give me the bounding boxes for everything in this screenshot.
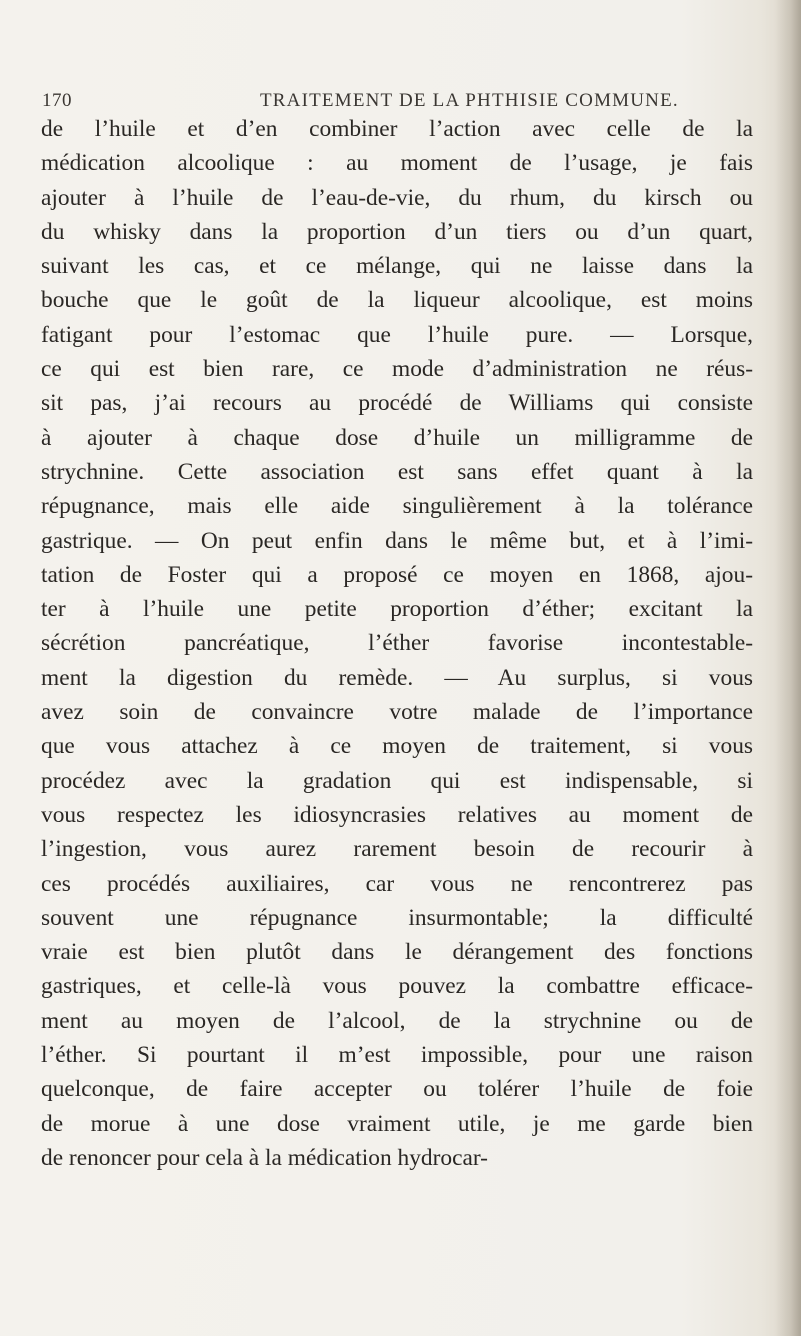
- text-line: bouche que le goût de la liqueur alcoolique, est moins: [41, 287, 753, 314]
- text-line: suivant les cas, et ce mélange, qui ne laisse dans la: [41, 253, 753, 280]
- text-line: ment au moyen de l’alcool, de la strychnine ou de: [41, 1007, 753, 1034]
- text-line: sécrétion pancréatique, l’éther favorise incontestable-: [41, 630, 753, 657]
- text-line: vraie est bien plutôt dans le dérangement des fonctions: [41, 939, 753, 966]
- text-line: ces procédés auxiliaires, car vous ne rencontrerez pas: [41, 870, 753, 897]
- text-line: à ajouter à chaque dose d’huile un milligramme de: [41, 424, 753, 451]
- text-line: vous respectez les idiosyncrasies relatives au moment de: [41, 801, 753, 828]
- text-line: de renoncer pour cela à la médication hydrocar-: [41, 1144, 488, 1171]
- text-line: strychnine. Cette association est sans effet quant à la: [41, 458, 753, 485]
- text-line: ce qui est bien rare, ce mode d’administration ne réus-: [41, 356, 753, 383]
- text-line: que vous attachez à ce moyen de traitement, si vous: [41, 733, 753, 760]
- text-line: médication alcoolique : au moment de l’usage, je fais: [41, 150, 753, 177]
- text-line: souvent une répugnance insurmontable; la difficulté: [41, 904, 753, 931]
- running-title: TRAITEMENT DE LA PHTHISIE COMMUNE.: [260, 90, 679, 111]
- text-line: l’éther. Si pourtant il m’est impossible, pour une raison: [41, 1042, 753, 1069]
- text-line: sit pas, j’ai recours au procédé de Williams qui consiste: [41, 390, 753, 417]
- text-line: de morue à une dose vraiment utile, je me garde bien: [41, 1110, 753, 1137]
- text-line: quelconque, de faire accepter ou tolérer l’huile de foie: [41, 1076, 753, 1103]
- text-line: répugnance, mais elle aide singulièrement à la tolérance: [41, 493, 753, 520]
- text-line: du whisky dans la proportion d’un tiers ou d’un quart,: [41, 218, 753, 245]
- page-number: 170: [42, 90, 72, 111]
- text-line: ajouter à l’huile de l’eau-de-vie, du rhum, du kirsch ou: [41, 184, 753, 211]
- text-line: l’ingestion, vous aurez rarement besoin de recourir à: [41, 836, 753, 863]
- page-edge-shadow: [775, 0, 801, 1336]
- text-line: procédez avec la gradation qui est indispensable, si: [41, 767, 753, 794]
- text-line: de l’huile et d’en combiner l’action avec celle de la: [41, 116, 753, 142]
- text-line: fatigant pour l’estomac que l’huile pure. — Lorsque,: [41, 321, 753, 348]
- text-line: tation de Foster qui a proposé ce moyen en 1868, ajou-: [41, 561, 753, 588]
- text-line: gastrique. — On peut enfin dans le même but, et à l’imi-: [41, 527, 753, 554]
- text-line: ment la digestion du remède. — Au surplus, si vous: [41, 664, 753, 691]
- body-text: [41, 112, 753, 1175]
- text-line: ter à l’huile une petite proportion d’éther; excitant la: [41, 596, 753, 623]
- text-line: gastriques, et celle-là vous pouvez la combattre efficace-: [41, 973, 753, 1000]
- text-line: avez soin de convaincre votre malade de l’importance: [41, 699, 753, 726]
